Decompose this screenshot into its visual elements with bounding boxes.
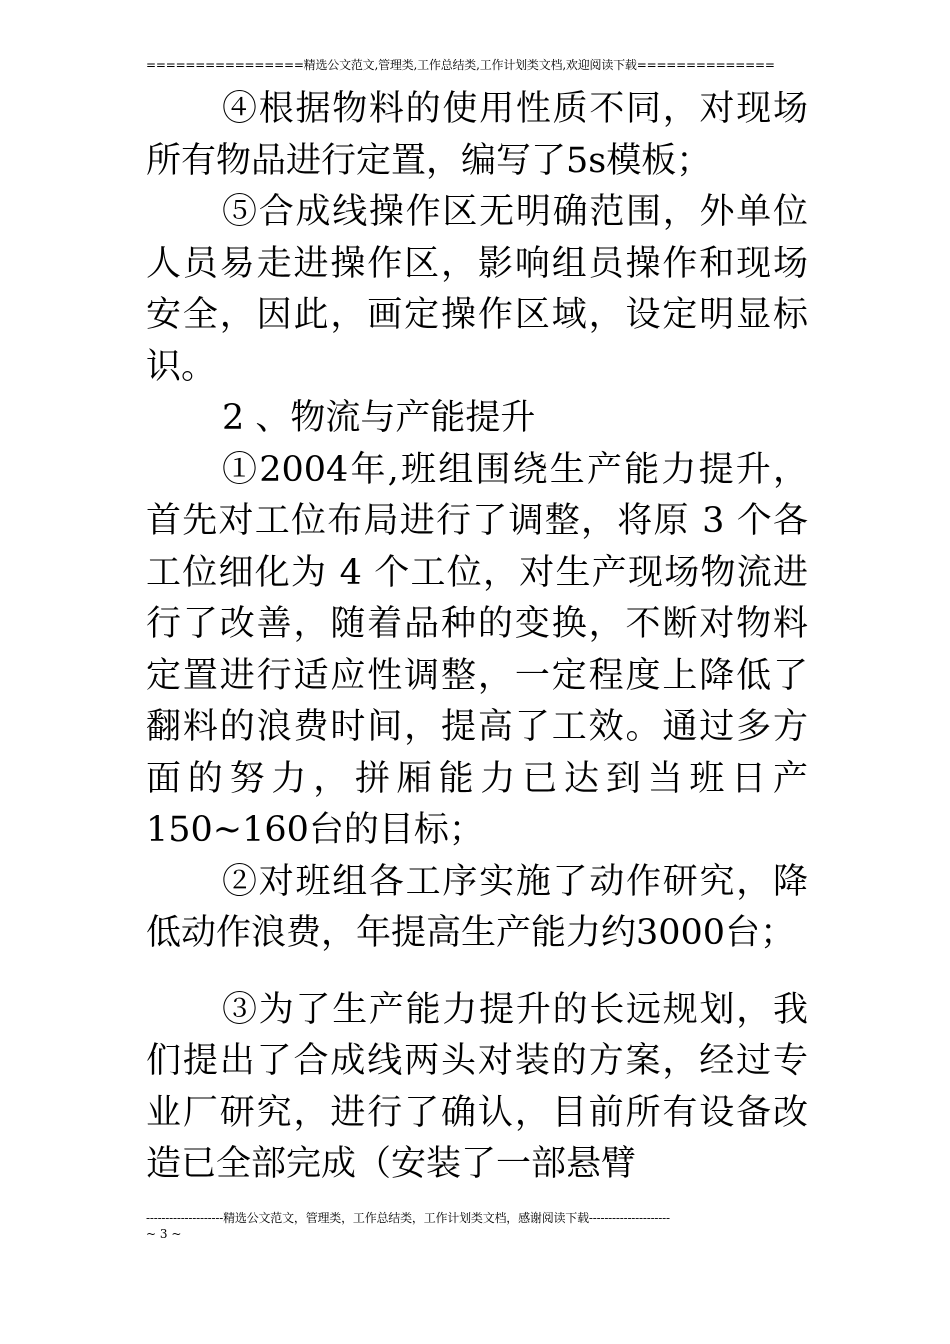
- page-number: ~ 3 ~: [146, 1227, 182, 1241]
- document-body: [146, 84, 808, 1191]
- paragraph-item-3: ③为了生产能力提升的长远规划，我们提出了合成线两头对装的方案，经过专业厂研究，进行了确认，目前所有设备改造已全部完成（安装了一部悬臂: [146, 989, 808, 1184]
- section-heading-logistics: 2 、物流与产能提升: [222, 398, 536, 438]
- paragraph-item-5: ⑤合成线操作区无明确范围，外单位人员易走进操作区，影响组员操作和现场安全，因此，画定操作区域，设定明显标识。: [146, 192, 808, 387]
- page-footer: --------------------精选公文范文，管理类，工作总结类，工作计划类文档，感谢阅读下载---------------------: [146, 1211, 670, 1225]
- paragraph-item-4: ④根据物料的使用性质不同，对现场所有物品进行定置，编写了5s模板；: [146, 89, 808, 181]
- paragraph-item-1: ①2004年,班组围绕生产能力提升，首先对工位布局进行了调整，将原 3 个各工位细化为 4 个工位，对生产现场物流进行了改善，随着品种的变换，不断对物料定置进行适应性调整，一定程度上降低了翻料的浪费时间，提高了工效。通过多方面的努力，拼厢能力已达到当班日产150~160台的目标；: [146, 449, 808, 850]
- page-header: ================精选公文范文,管理类,工作总结类,工作计划类文档,欢迎阅读下载==============: [146, 58, 775, 72]
- paragraph-item-2: ②对班组各工序实施了动作研究，降低动作浪费，年提高生产能力约3000台；: [146, 861, 808, 953]
